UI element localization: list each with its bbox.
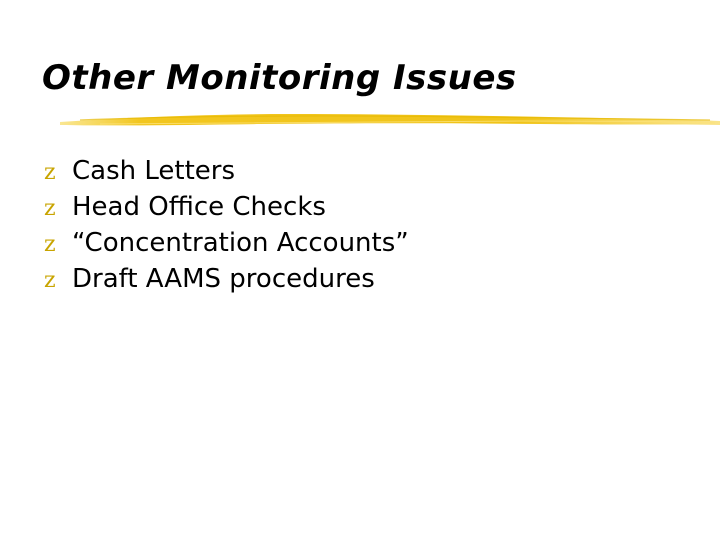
bullet-text: “Concentration Accounts” [72, 228, 409, 258]
bullet-list [44, 156, 409, 300]
list-item [44, 156, 409, 192]
bullet-marker-icon: z [44, 232, 56, 257]
list-item [44, 228, 409, 264]
list-item [44, 192, 409, 228]
title-underline-brushstroke [60, 108, 720, 130]
bullet-text: Head Office Checks [72, 192, 326, 222]
slide-title: Other Monitoring Issues [42, 58, 517, 98]
bullet-marker-icon: z [44, 160, 56, 185]
bullet-text: Draft AAMS procedures [72, 264, 375, 294]
list-item [44, 264, 409, 300]
bullet-text: Cash Letters [72, 156, 236, 186]
bullet-marker-icon: z [44, 196, 56, 221]
bullet-marker-icon: z [44, 268, 56, 293]
